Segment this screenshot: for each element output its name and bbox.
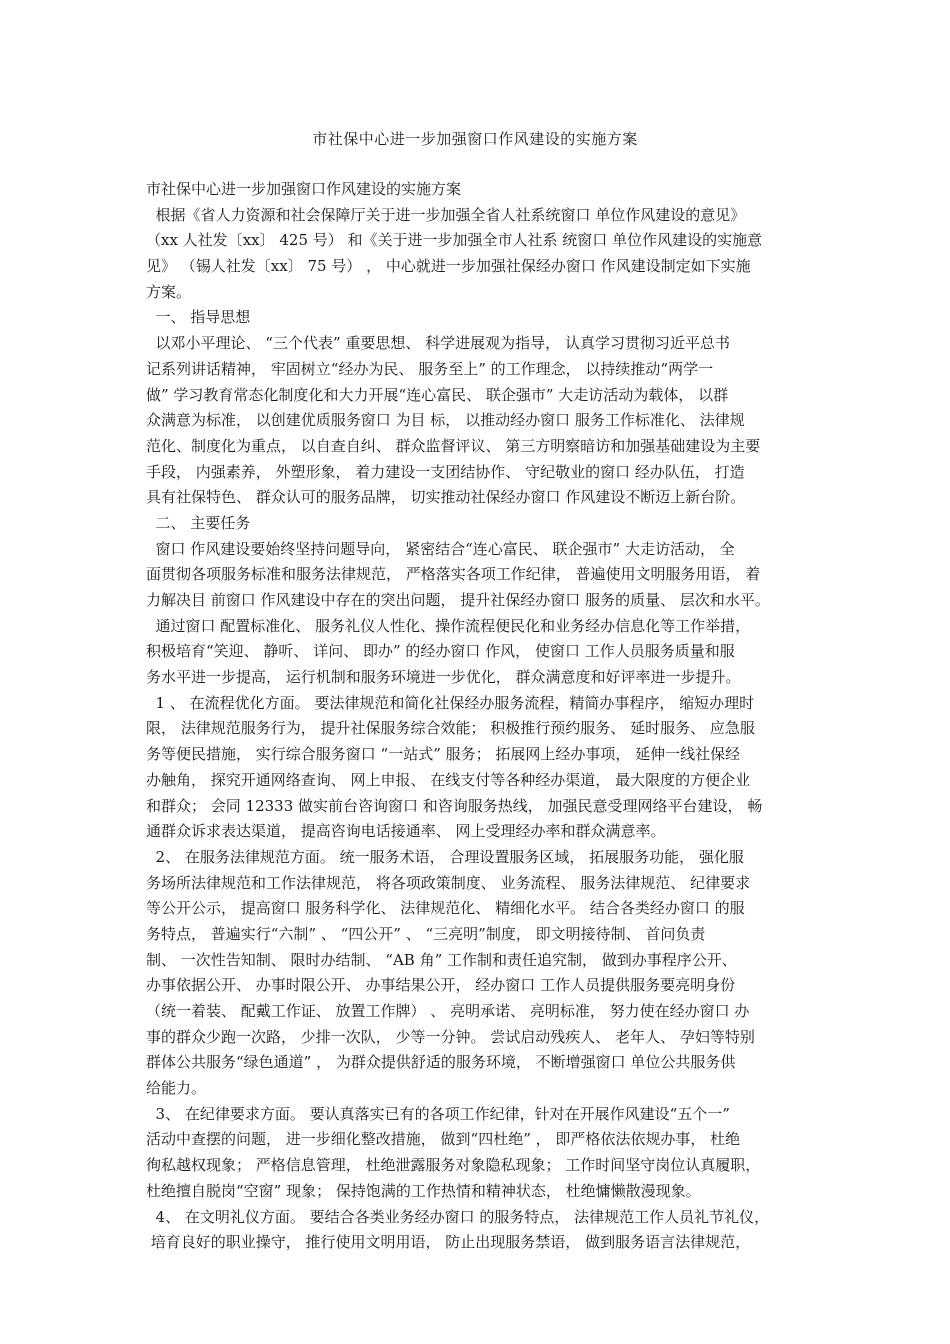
text-line: 活动中查摆的问题， 进一步细化整改措施， 做到“四杜绝” ， 即严格依法依规办事， 杜绝 [146,1130,741,1149]
text-line: （xx 人社发〔xx〕 425 号） 和《关于进一步加强全市人社系 统窗口 单位作风建设的实施意 [146,231,763,250]
text-line: 范化、制度化为重点， 以自查自纠、 群众监督评议、 第三方明察暗访和加强基础建设为主要 [146,436,761,455]
text-line: 1 、 在流程优化方面。 要法律规范和简化社保经办服务流程，精简办事程序， 缩短办理时 [146,693,755,712]
text-line: 根据《省人力资源和社会保障厅关于进一步加强全省人社系统窗口 单位作风建设的意见》 [146,205,746,224]
text-line: 杜绝擅自脱岗“空窗” 现象； 保持饱满的工作热情和精神状态， 杜绝慵懒散漫现象。 [146,1181,701,1200]
text-line: 方案。 [146,282,192,301]
page-title: 市社保中心进一步加强窗口作风建设的实施方案 [312,130,638,148]
text-line: 务场所法律规范和工作法律规范， 将各项政策制度、 业务流程、 服务法律规范、 纪律要求 [146,873,751,892]
text-line: 务等便民措施， 实行综合服务窗口 “一站式” 服务； 拓展网上经办事项， 延伸一线社保经 [146,745,741,764]
text-line: 制、 一次性告知制、 限时办结制、 “AB 角” 工作制和责任追究制， 做到办事程序公开、 [146,950,737,969]
text-line: 等公开公示， 提高窗口 服务科学化、 法律规范化、 精细化水平。 结合各类经办窗口 的服 [146,899,745,918]
text-line: 众满意为标准， 以创建优质服务窗口 为目 标， 以推动经办窗口 服务工作标准化、 法律规 [146,411,745,430]
document-body [146,177,826,1256]
text-line: 务水平进一步提高， 运行机制和服务环境进一步优化， 群众满意度和好评率进一步提升。 [146,668,741,687]
text-line: 市社保中心进一步加强窗口作风建设的实施方案 [146,180,462,198]
text-line: 3、 在纪律要求方面。 要认真落实已有的各项工作纪律，针对在开展作风建设“五个一” [146,1104,730,1123]
text-line: 一、 指导思想 [146,308,251,327]
text-line: 做” 学习教育常态化制度化和大力开展“连心富民、 联企强市” 大走访活动为载体， 以群 [146,385,729,404]
text-line: 限， 法律规范服务行为， 提升社保服务综合效能； 积极推行预约服务、 延时服务、 应急服 [146,719,755,738]
text-line: 面贯彻各项服务标准和服务法律规范， 严格落实各项工作纪律， 普遍使用文明服务用语， 着 [146,565,761,584]
text-line: 积极培育“笑迎、 静听、 详问、 即办” 的经办窗口 作风， 使窗口 工作人员服务质量和服 [146,642,735,661]
text-line: 手段， 内强素养， 外塑形象， 着力建设一支团结协作、 守纪敬业的窗口 经办队伍， 打造 [146,462,745,481]
text-line: 以邓小平理论、 “三个代表” 重要思想、 科学进展观为指导， 认真学习贯彻习近平总书 [146,334,730,353]
text-line: 务特点， 普遍实行“六制” 、 “四公开” 、 “三亮明”制度， 即文明接待制、 首问负责 [146,924,706,943]
text-line: 事的群众少跑一次路， 少排一次队， 少等一分钟。 尝试启动残疾人、 老年人、 孕妇等特别 [146,1027,755,1046]
text-line: 4、 在文明礼仪方面。 要结合各类业务经办窗口 的服务特点， 法律规范工作人员礼节礼仪， [146,1207,770,1226]
text-line: 培育良好的职业操守， 推行使用文明用语， 防止出现服务禁语， 做到服务语言法律规范， [146,1233,751,1252]
text-line: 二、 主要任务 [146,513,251,532]
text-line: 通过窗口 配置标准化、 服务礼仪人性化、操作流程便民化和业务经办信息化等工作举措， [146,616,751,635]
text-line: 办事依据公开、 办事时限公开、 办事结果公开， 经办窗口 工作人员提供服务要亮明身份 [146,976,736,995]
text-line: （统一着装、 配戴工作证、 放置工作牌） 、 亮明承诺、 亮明标准， 努力使在经办窗口 办 [146,1002,750,1020]
text-line: 窗口 作风建设要始终坚持问题导向， 紧密结合“连心富民、 联企强市” 大走访活动， 全 [146,539,735,558]
text-line: 2、 在服务法律规范方面。 统一服务术语， 合理设置服务区域， 拓展服务功能， 强化服 [146,847,744,866]
text-line: 群体公共服务“绿色通道” ， 为群众提供舒适的服务环境， 不断增强窗口 单位公共服务供 [146,1053,736,1072]
text-line: 通群众诉求表达渠道， 提高咨询电话接通率、 网上受理经办率和群众满意率。 [146,822,666,841]
text-line: 具有社保特色、 群众认可的服务品牌， 切实推动社保经办窗口 作风建设不断迈上新台阶。 [146,488,746,507]
text-line: 给能力。 [146,1079,207,1098]
text-line: 办触角， 探究开通网络查询、 网上申报、 在线支付等各种经办渠道， 最大限度的方便企业 [146,770,751,789]
text-line: 见》 （锡人社发〔xx〕 75 号） ， 中心就进一步加强社保经办窗口 作风建设制定如下实施 [146,257,751,276]
text-line: 记系列讲话精神， 牢固树立“经办为民、 服务至上” 的工作理念， 以持续推动“两学一 [146,359,714,378]
text-line: 徇私越权现象； 严格信息管理， 杜绝泄露服务对象隐私现象； 工作时间坚守岗位认真履职， [146,1156,761,1175]
text-line: 力解决目 前窗口 作风建设中存在的突出问题， 提升社保经办窗口 服务的质量、 层次和水平。 [146,591,770,609]
text-line: 和群众； 会同 12333 做实前台咨询窗口 和咨询服务热线， 加强民意受理网络平台建设， 畅 [146,796,763,815]
